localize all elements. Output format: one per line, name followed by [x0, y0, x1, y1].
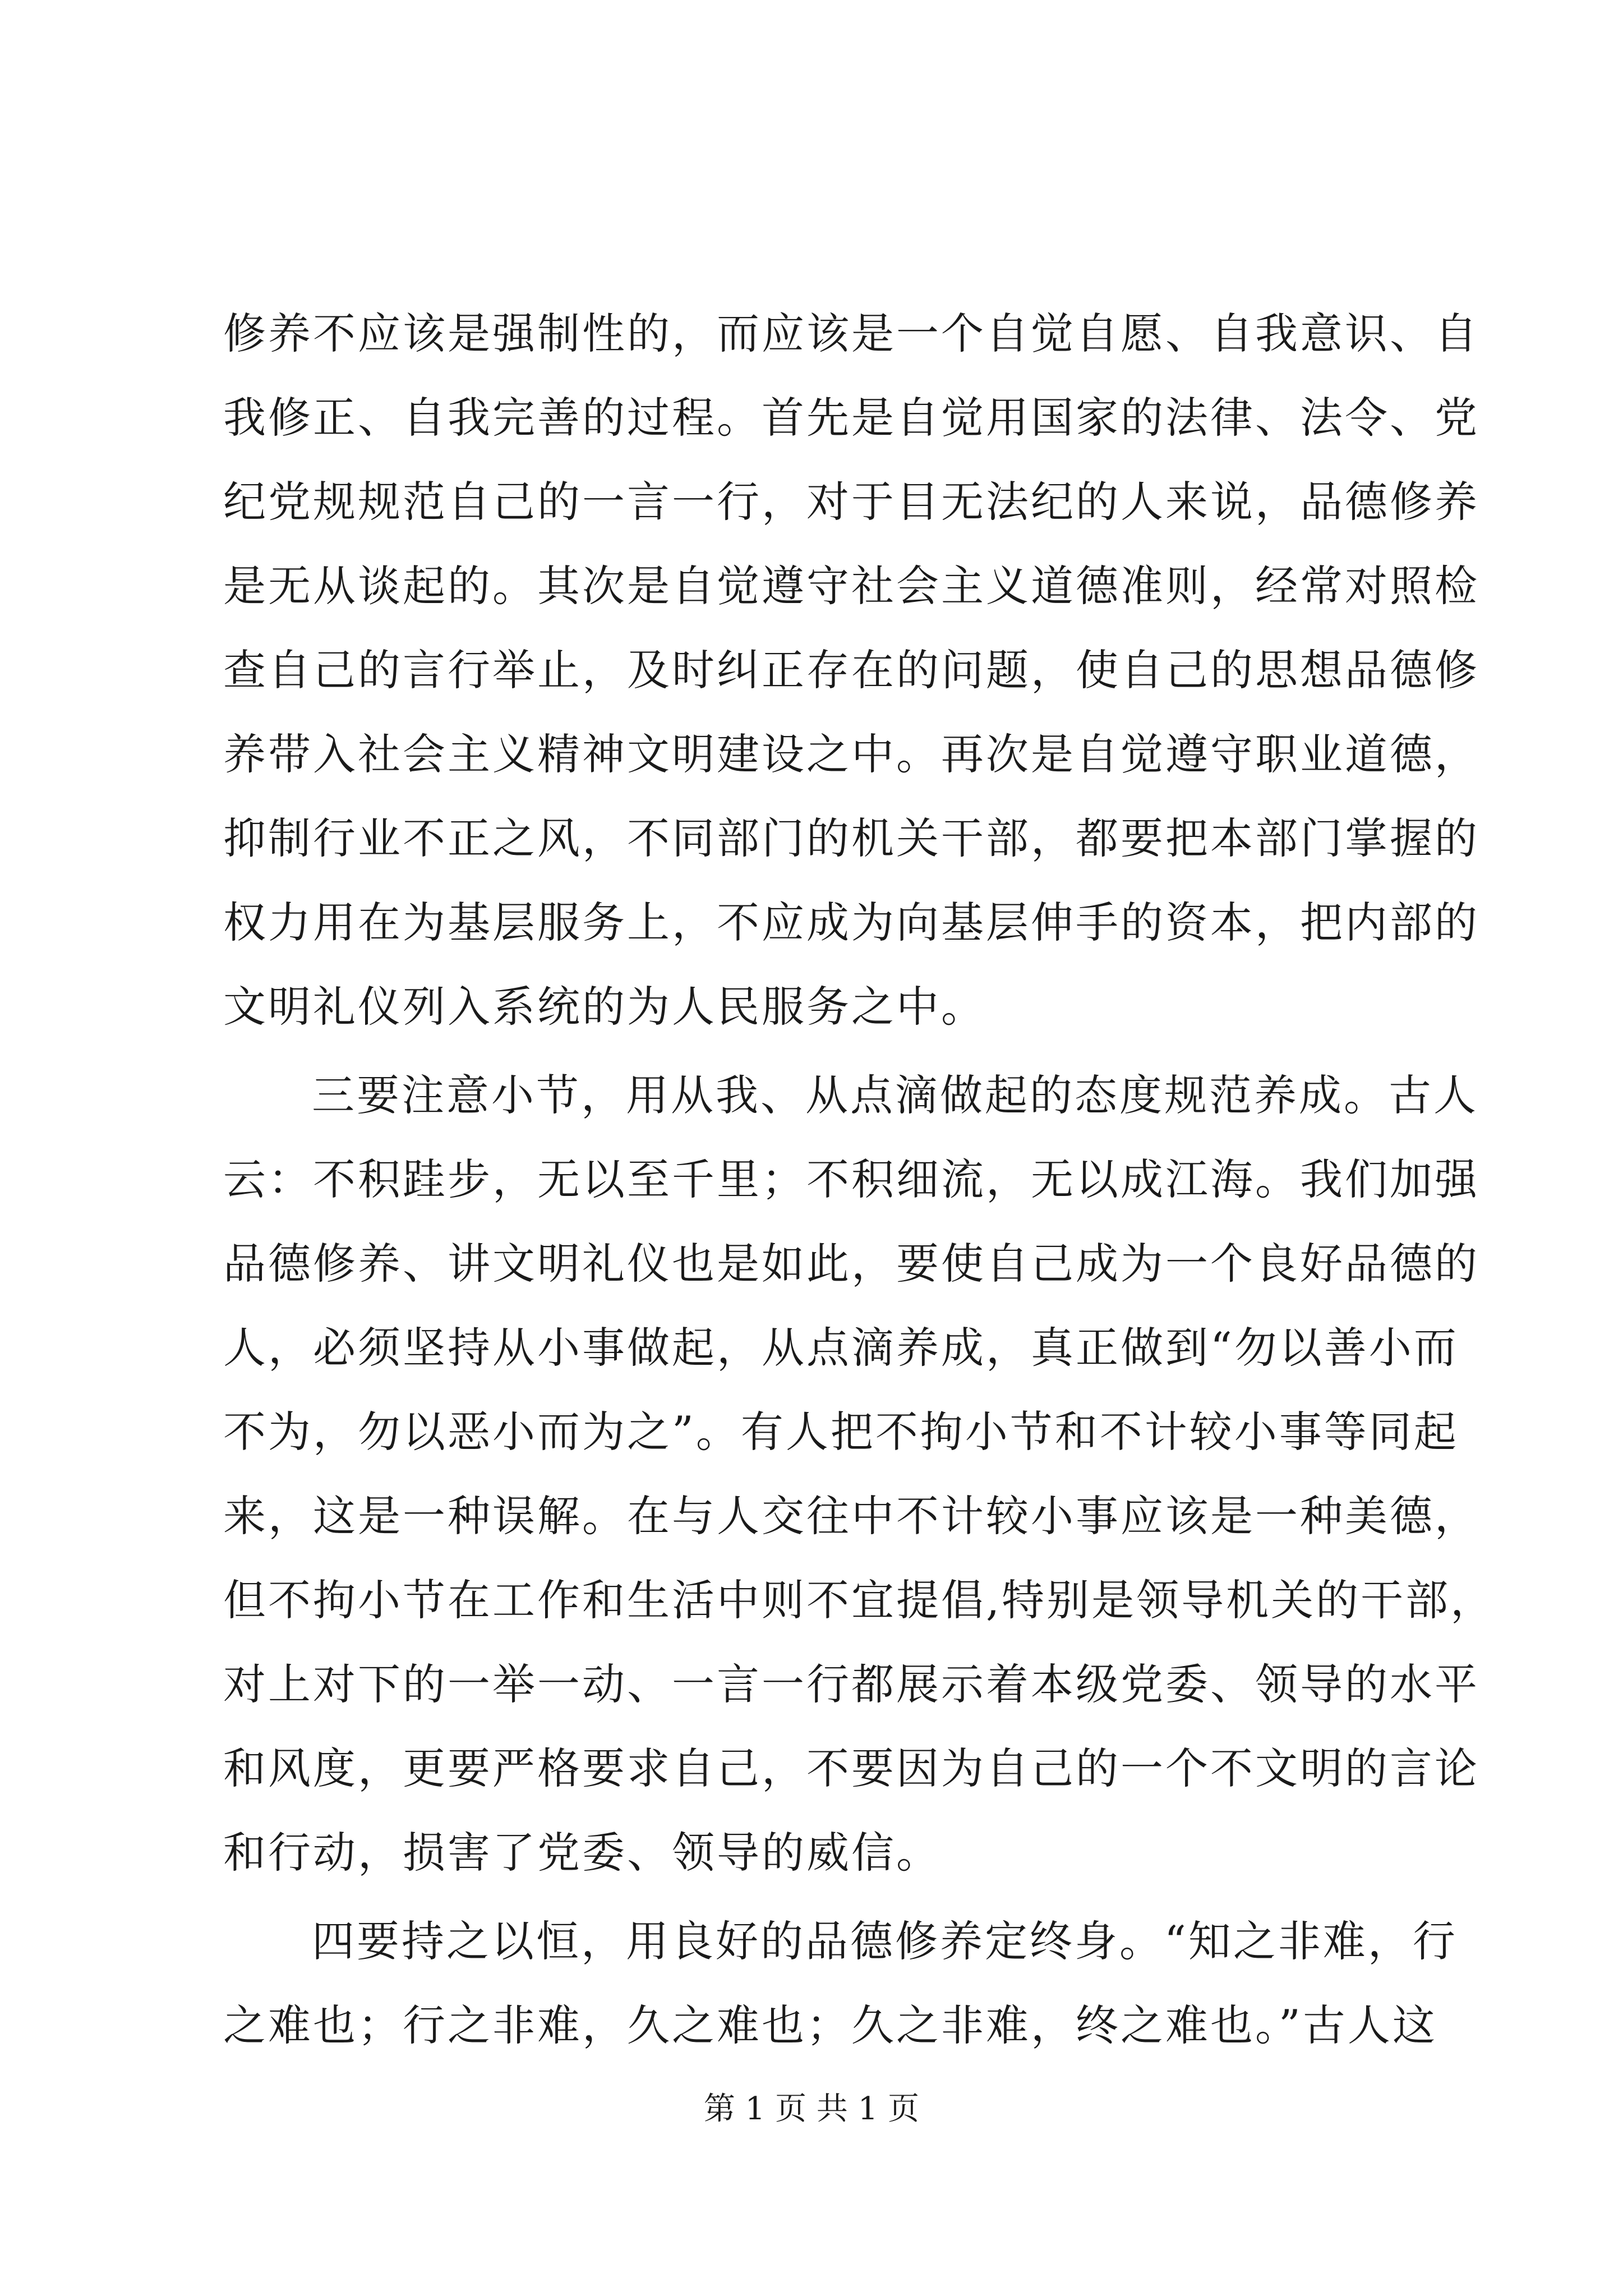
text-line: 不为，勿以恶小而为之”。有人把不拘小节和不计较小事等同起 — [223, 1407, 1459, 1457]
text-line: 权力用在为基层服务上，不应成为向基层伸手的资本，把内部的 — [223, 898, 1479, 947]
paragraph-1 — [223, 292, 1479, 1049]
text-line: 是无从谈起的。其次是自觉遵守社会主义道德准则，经常对照检 — [223, 561, 1479, 611]
text-line: 三要注意小节，用从我、从点滴做起的态度规范养成。古人 — [312, 1070, 1478, 1120]
text-line: 对上对下的一举一动、一言一行都展示着本级党委、领导的水平 — [223, 1659, 1479, 1709]
text-line: 我修正、自我完善的过程。首先是自觉用国家的法律、法令、党 — [223, 393, 1479, 443]
text-line: 但不拘小节在工作和生活中则不宜提倡,特别是领导机关的干部， — [223, 1575, 1496, 1625]
text-line: 人，必须坚持从小事做起，从点滴养成，真正做到“勿以善小而 — [223, 1323, 1459, 1373]
page-number-label: 第 1 页 共 1 页 — [703, 2091, 920, 2127]
paragraph-2 — [223, 1053, 1496, 1895]
document-body — [223, 292, 1496, 2068]
text-line: 养带入社会主义精神文明建设之中。再次是自觉遵守职业道德， — [223, 729, 1479, 779]
paragraph-3 — [223, 1899, 1458, 2068]
text-line: 云：不积跬步，无以至千里；不积细流，无以成江海。我们加强 — [223, 1154, 1479, 1204]
text-line: 和行动，损害了党委、领导的威信。 — [223, 1828, 941, 1878]
text-line: 四要持之以恒，用良好的品德修养定终身。“知之非难，行 — [312, 1916, 1458, 1966]
text-line: 文明礼仪列入系统的为人民服务之中。 — [223, 982, 986, 1032]
page-footer — [0, 2087, 1623, 2132]
text-line: 抑制行业不正之风，不同部门的机关干部，都要把本部门掌握的 — [223, 813, 1479, 863]
text-line: 修养不应该是强制性的，而应该是一个自觉自愿、自我意识、自 — [223, 309, 1479, 358]
text-line: 和风度，更要严格要求自己，不要因为自己的一个不文明的言论 — [223, 1743, 1479, 1793]
text-line: 纪党规规范自己的一言一行，对于目无法纪的人来说，品德修养 — [223, 477, 1479, 527]
text-line: 之难也；行之非难，久之难也；久之非难，终之难也。”古人这 — [223, 2000, 1437, 2050]
text-line: 查自己的言行举止，及时纠正存在的问题，使自己的思想品德修 — [223, 645, 1479, 695]
text-line: 来，这是一种误解。在与人交往中不计较小事应该是一种美德， — [223, 1491, 1479, 1541]
text-line: 品德修养、讲文明礼仪也是如此，要使自己成为一个良好品德的 — [223, 1239, 1479, 1289]
